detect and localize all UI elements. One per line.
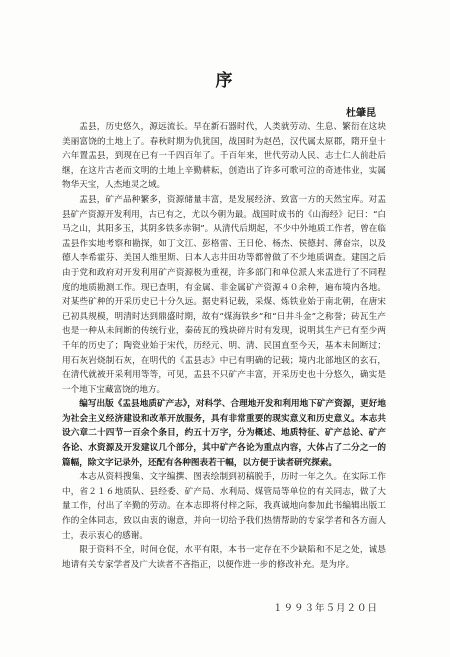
paragraph-acknowledgements: 本志从资料搜集、文字编撰、图表绘制到初稿脱手，历时一年之久。在实际工作中，省２１６地质队、县经委、矿产局、水利局、煤管局等单位的有关同志，做了大量工作，付出了辛勤的劳动。在本志即将付梓之际，我真诚地向参加此书编辑出版工作的全体同志，致以由衷的谢意，并向一切给予我们热情帮助的专家学者和各方面人士，表示衷心的感谢。	[62, 472, 386, 541]
document-date: １９９３年５月２０日	[272, 603, 378, 614]
document-body	[62, 120, 386, 572]
paragraph-closing: 限于资料不全，时间仓促，水平有限，本书一定存在不少缺陷和不足之处，诚恳地请有关专家学者及广大读者不吝指正，以便作进一步的修改补充。是为序。	[62, 545, 386, 570]
author-name: 杜肇昆	[346, 108, 376, 119]
page-title: 序	[215, 71, 235, 91]
paragraph-history: 盂县，历史悠久，源远流长。早在新石器时代，人类就劳动、生息、繁衍在这块美丽富饶的土地上了。春秋时期为仇犹国，战国时为赵邑，汉代属太原郡，隋开皇十六年置盂县，到现在已有一千四百年了。千百年来，世代劳动人民、志士仁人前赴后继，在这片古老而文明的土地上辛勤耕耘，创造出了许多可歌可泣的奇迹伟业，实属物华天宝，人杰地灵之域。	[62, 122, 386, 191]
paragraph-mineral-resources: 盂县，矿产品种繁多，资源储量丰富，是发展经济、致富一方的天然宝库。对盂县矿产资源开发利用，古已有之，尤以今朝为最。战国时成书的《山海经》记曰：“白马之山，其阳多玉，其阴多铁多赤铜”。从清代后期起，不少中外地质工作者，曾在临盂县作实地考察和勘探，如丁文江、彭格雷、王日伦、杨杰、侯德封、薄奋宗，以及德人李希霍芬、美国人维里斯、日本人志井田功等都曾做了不少地质调查。建国之后由于党和政府对开发利用矿产资源极为重视，许多部门和单位派人来盂进行了不同程度的地质勘测工作。现已查明，有金属、非金属矿产资源４０余种，遍布境内各地。对某些矿种的开采历史已十分久远。据史料记载，采煤、炼铁业始于南北朝，在唐宋已初具规模，明清时达到鼎盛时期，故有“煤海铁乡”和“日井斗金”之称誉；砖瓦生产也是一种从未间断的传统行业，秦砖瓦的残块碎片时有发现，说明其生产已有至少两千年的历史了；陶瓷业始于宋代，历经元、明、清、民国直至今天，基本未间断过；用石灰岩烧制石灰，在明代的《盂县志》中已有明确的记载；境内北部地区的玄石，在清代就被开采利用等等，可见，盂县不只矿产丰富，开采历史也十分悠久，确实是一个地下宝藏富饶的地方。	[62, 194, 386, 395]
paragraph-publication-purpose: 编写出版《盂县地质矿产志》，对科学、合理地开发和利用地下矿产资源，更好地为社会主义经济建设和改革开放服务，具有非常重要的现实意义和历史意义。本志共设六章二十四节一百余个条目，约五十万字，分为概述、地质特征、矿产总论、矿产各论、水资源及开发建议几个部分，其中矿产各论为重点内容，大体占了二分之一的篇幅，除文字记录外，还配有各种图表若干幅，以方便于读者研究探索。	[62, 399, 386, 468]
